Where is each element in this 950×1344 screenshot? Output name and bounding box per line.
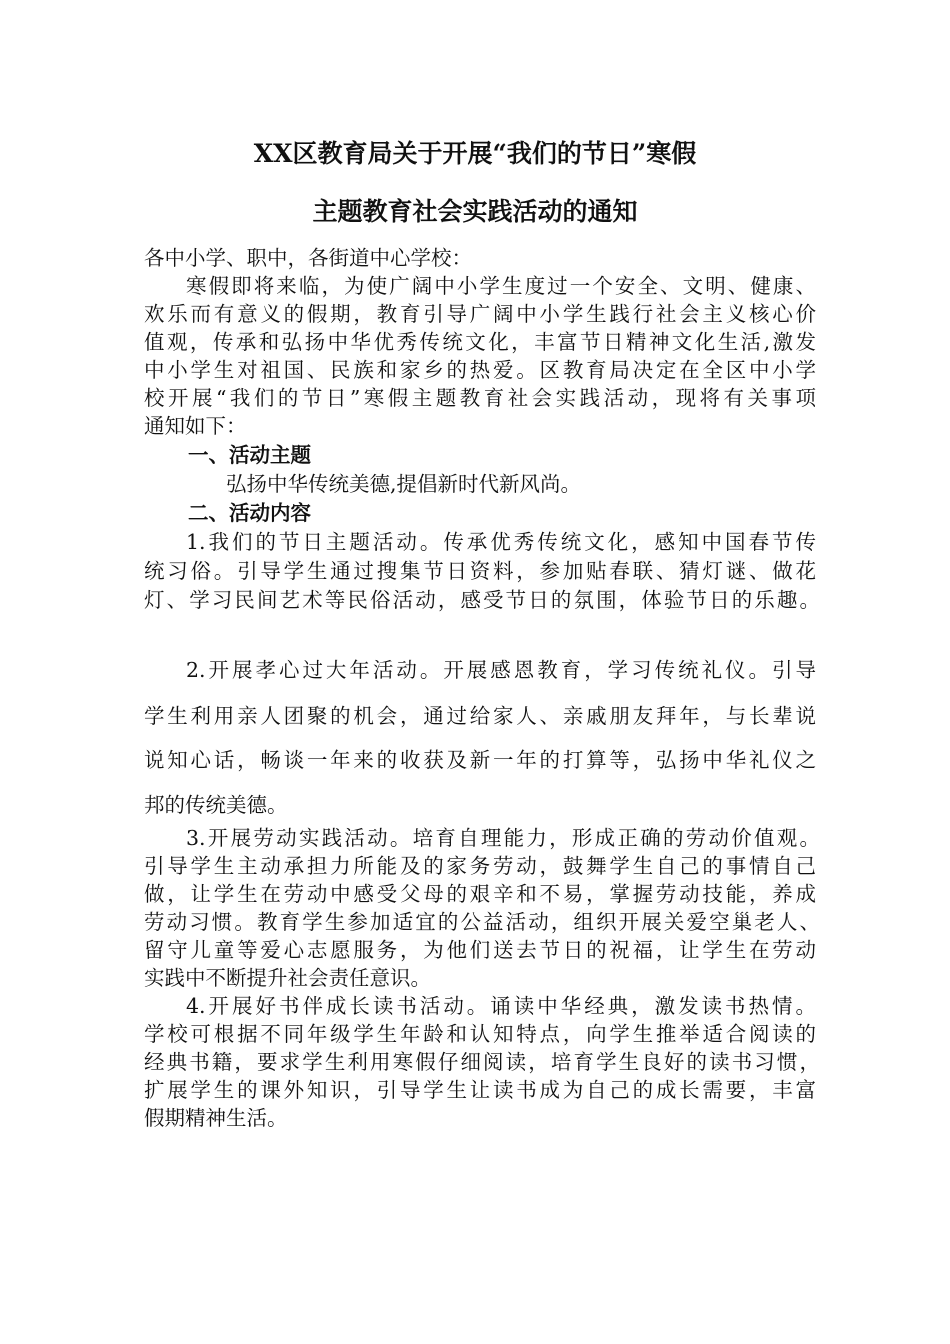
- paragraph-line: 经典书籍，要求学生利用寒假仔细阅读，培育学生良好的读书习惯，: [144, 1050, 820, 1074]
- section-heading-content: 二、活动内容: [188, 501, 311, 525]
- document-title-line-1: XX区教育局关于开展“我们的节日”寒假: [253, 139, 697, 168]
- paragraph-line: 4.开展好书伴成长读书活动。诵读中华经典，激发读书热情。: [186, 994, 816, 1018]
- paragraph-line: 引导学生主动承担力所能及的家务劳动，鼓舞学生自己的事情自己: [144, 854, 816, 878]
- paragraph-line: 邦的传统美德。: [144, 793, 288, 817]
- paragraph-line: 劳动习惯。教育学生参加适宜的公益活动，组织开展关爱空巢老人、: [144, 910, 820, 934]
- paragraph-line: 通知如下：: [144, 414, 247, 438]
- paragraph-line: 中小学生对祖国、民族和家乡的热爱。区教育局决定在全区中小学: [144, 358, 816, 382]
- paragraph-line: 校开展“我们的节日”寒假主题教育社会实践活动，现将有关事项: [144, 386, 816, 410]
- paragraph-line: 实践中不断提升社会责任意识。: [144, 966, 431, 990]
- paragraph-line: 假期精神生活。: [144, 1106, 288, 1130]
- paragraph-line: 值观，传承和弘扬中华优秀传统文化，丰富节日精神文化生活,激发: [144, 330, 816, 354]
- theme-text: 弘扬中华传统美德,提倡新时代新风尚。: [226, 472, 582, 496]
- paragraph-line: 扩展学生的课外知识，引导学生让读书成为自己的成长需要，丰富: [144, 1078, 816, 1102]
- paragraph-line: 欢乐而有意义的假期，教育引导广阔中小学生践行社会主义核心价: [144, 302, 816, 326]
- paragraph-line: 统习俗。引导学生通过搜集节日资料，参加贴春联、猜灯谜、做花: [144, 559, 816, 583]
- paragraph-line: 灯、学习民间艺术等民俗活动，感受节日的氛围，体验节日的乐趣。: [144, 588, 820, 612]
- paragraph-line: 3.开展劳动实践活动。培育自理能力，形成正确的劳动价值观。: [186, 826, 820, 850]
- paragraph-line: 学校可根据不同年级学生年龄和认知特点，向学生推举适合阅读的: [144, 1022, 816, 1046]
- paragraph-line: 2.开展孝心过大年活动。开展感恩教育，学习传统礼仪。引导: [186, 658, 816, 682]
- salutation: 各中小学、职中，各街道中心学校：: [144, 246, 472, 270]
- section-heading-theme: 一、活动主题: [188, 443, 311, 467]
- paragraph-line: 寒假即将来临，为使广阔中小学生度过一个安全、文明、健康、: [186, 274, 816, 298]
- paragraph-line: 做，让学生在劳动中感受父母的艰辛和不易，掌握劳动技能，养成: [144, 882, 816, 906]
- document-title-line-2: 主题教育社会实践活动的通知: [312, 197, 638, 226]
- paragraph-line: 学生利用亲人团聚的机会，通过给家人、亲戚朋友拜年，与长辈说: [144, 704, 816, 728]
- paragraph-line: 1.我们的节日主题活动。传承优秀传统文化，感知中国春节传: [186, 530, 816, 554]
- paragraph-line: 留守儿童等爱心志愿服务，为他们送去节日的祝福，让学生在劳动: [144, 938, 816, 962]
- paragraph-line: 说知心话，畅谈一年来的收获及新一年的打算等，弘扬中华礼仪之: [144, 748, 816, 772]
